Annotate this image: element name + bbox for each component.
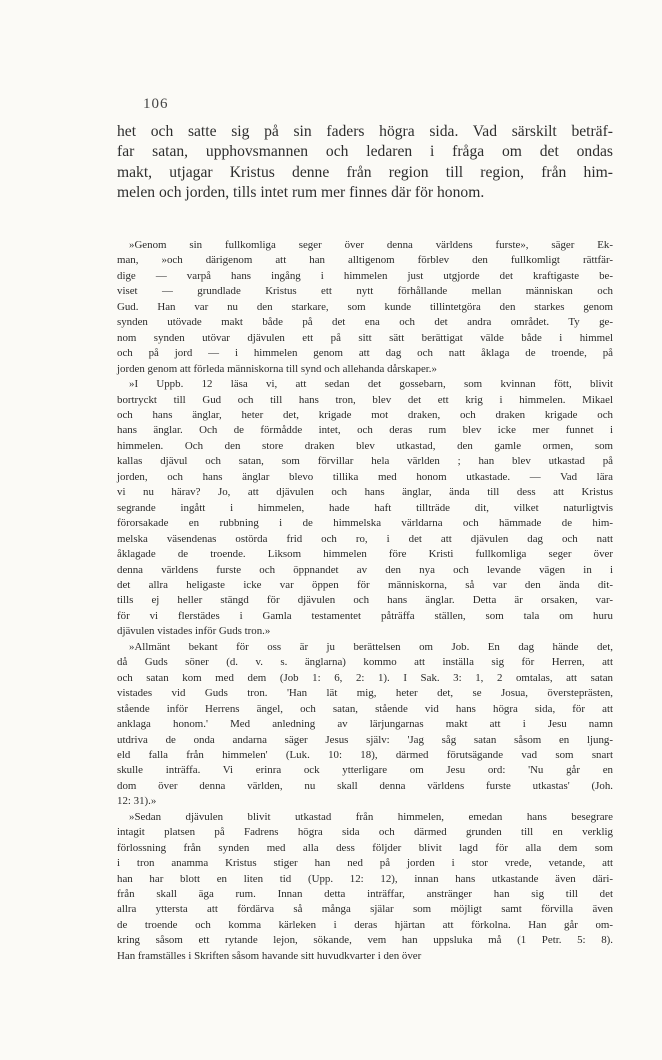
- text-line: nom synden utövar djävulen ett på sitt sätt berättigat välde både i himmel: [117, 331, 613, 344]
- text-line: himmelen. Och den store draken blev utkastad, den gamle ormen, som: [117, 439, 613, 452]
- text-line: de troende och komma kärleken i deras hjärtan att förkolna. Han går om-: [117, 918, 613, 931]
- text-line: det allra heligaste icke var öppen för människorna, så var den ända dit-: [117, 578, 613, 591]
- page-number: 106: [143, 96, 169, 112]
- text-line: »Genom sin fullkomliga seger över denna världens furste», säger Ek-: [129, 239, 613, 251]
- text-line: han har blott en liten tid (Upp. 12: 12), innan hans utkastande även däri-: [117, 872, 613, 885]
- text-line: synden utövade makt både på det ena och det andra området. Ty ge-: [117, 316, 613, 329]
- text-line: »Sedan djävulen blivit utkastad från himmelen, emedan hans besegrare: [129, 810, 613, 823]
- text-line: melska väsendenas ostörda frid och ro, i det att djävulen dag och natt: [117, 532, 613, 545]
- text-line: vistades vid Guds tron. 'Han lät mig, heter det, se Josua, översteprästen,: [117, 687, 613, 700]
- text-line: dige — varpå hans ingång i himmelen just utgjorde det kraftigaste be-: [117, 269, 613, 282]
- text-line: förlossning från synden med alla dess följder blivit lagd för alla dem som: [117, 841, 613, 854]
- text-line: denna världens furste och öppnandet av den nya och levande vägen in i: [117, 563, 613, 576]
- text-line: kring såsom ett rytande lejon, sökande, vem han uppsluka må (1 Petr. 5: 8).: [117, 934, 613, 947]
- text-line: tills ej heller stängd för djävulen och hans änglar. Detta är orsaken, var-: [117, 594, 613, 607]
- text-line: anklaga honom.' Med anledning av lärjungarnas makt att i Jesu namn: [117, 718, 613, 731]
- text-line: het och satte sig på sin faders högra sida. Vad särskilt beträf-: [117, 123, 613, 140]
- text-line: åklagade de troende. Liksom himmelen före Kristi fullkomliga seger över: [117, 548, 613, 561]
- text-line: utdriva de onda andarna säger Jesus själv: 'Jag såg satan såsom en ljung-: [117, 733, 613, 746]
- text-line: hans änglar. Och de förmådde intet, och deras rum blev icke mer funnet i: [117, 424, 613, 437]
- text-line: melen och jorden, tills intet rum mer finnes där för honom.: [117, 184, 485, 202]
- text-line: bortryckt till Gud och till hans tron, blev det ett krig i himmelen. Mikael: [117, 393, 613, 406]
- text-line: vi nu härav? Jo, att djävulen och hans änglar, ända till dess att Kristus: [117, 486, 613, 499]
- text-line: Han framställes i Skriften såsom havande sitt huvudkvarter i den över: [117, 949, 422, 962]
- text-line: förorsakade en rubbning i de himmelska världarna och hämmade de him-: [117, 517, 613, 530]
- text-line: man, »och därigenom att han alltigenom förblev den fullkomligt rättfär-: [117, 254, 613, 267]
- text-line: i tron anamma Kristus stiger han ned på jorden i stor vrede, vetande, att: [117, 857, 613, 870]
- text-line: då Guds söner (d. v. s. änglarna) kommo att inställa sig för Herren, att: [117, 656, 613, 669]
- text-line: och satan kom med dem (Job 1: 6, 2: 1). I Sak. 3: 1, 2 omtalas, att satan: [117, 671, 613, 684]
- text-line: allra yttersta att fördärva så många själar som möjligt samt förvilla även: [117, 903, 613, 916]
- text-line: viset — grundlade Kristus ett nytt förhållande mellan människan och: [117, 285, 613, 298]
- text-line: 12: 31).»: [117, 795, 157, 808]
- text-line: och på jord — i himmelen genom att dag och natt åklaga de troende, på: [117, 347, 613, 360]
- text-line: makt, utjagar Kristus denne från region till region, från him-: [117, 163, 613, 181]
- text-line: jorden genom att förleda människorna till synd och allehanda dårskaper.»: [117, 362, 437, 375]
- text-line: stående inför Herrens ängel, och satan, stående vid hans högra sida, för att: [117, 702, 613, 715]
- text-line: kallas djävul och satan, som förvillar hela världen ; han blev utkastad på: [117, 455, 613, 468]
- text-line: djävulen vistades inför Guds tron.»: [117, 625, 271, 638]
- text-line: »Allmänt bekant för oss är ju berättelsen om Job. En dag hände det,: [129, 640, 613, 653]
- quoted-passage: [117, 238, 613, 964]
- text-line: jorden, och hans änglar blevo tillika med honom utkastade. — Vad lära: [117, 470, 613, 483]
- text-line: eld falla från himmelen' (Luk. 10: 18), därmed förutsägande vad som snart: [117, 748, 613, 761]
- text-line: dom över denna världen, nu skall denna världens furste utkastas' (Joh.: [117, 779, 613, 792]
- text-line: från skall äga rum. Innan detta inträffar, anstränger han sig till det: [117, 888, 613, 901]
- text-line: segrande ingått i himmelen, hade haft tillträde dit, vilket naturligtvis: [117, 501, 613, 514]
- text-line: skulle inträffa. Vi erinra ock ytterligare om Jesu ord: 'Nu går en: [117, 764, 613, 777]
- text-line: far satan, upphovsmannen och ledaren i fråga om det ondas: [117, 143, 613, 161]
- text-line: och hans änglar, heter det, krigade mot draken, och draken krigade och: [117, 408, 613, 421]
- text-line: »I Uppb. 12 läsa vi, att sedan det gossebarn, som kvinnan fött, blivit: [129, 378, 613, 391]
- text-line: intagit platsen på Fadrens högra sida och därmed grunden till en verklig: [117, 826, 613, 839]
- text-line: Gud. Han var nu den starkare, som kunde tillintetgöra den starkes genom: [117, 300, 613, 313]
- lead-paragraph: [117, 122, 613, 204]
- text-line: för vi flerstädes i Gamla testamentet påträffa ställen, som tala om huru: [117, 609, 613, 622]
